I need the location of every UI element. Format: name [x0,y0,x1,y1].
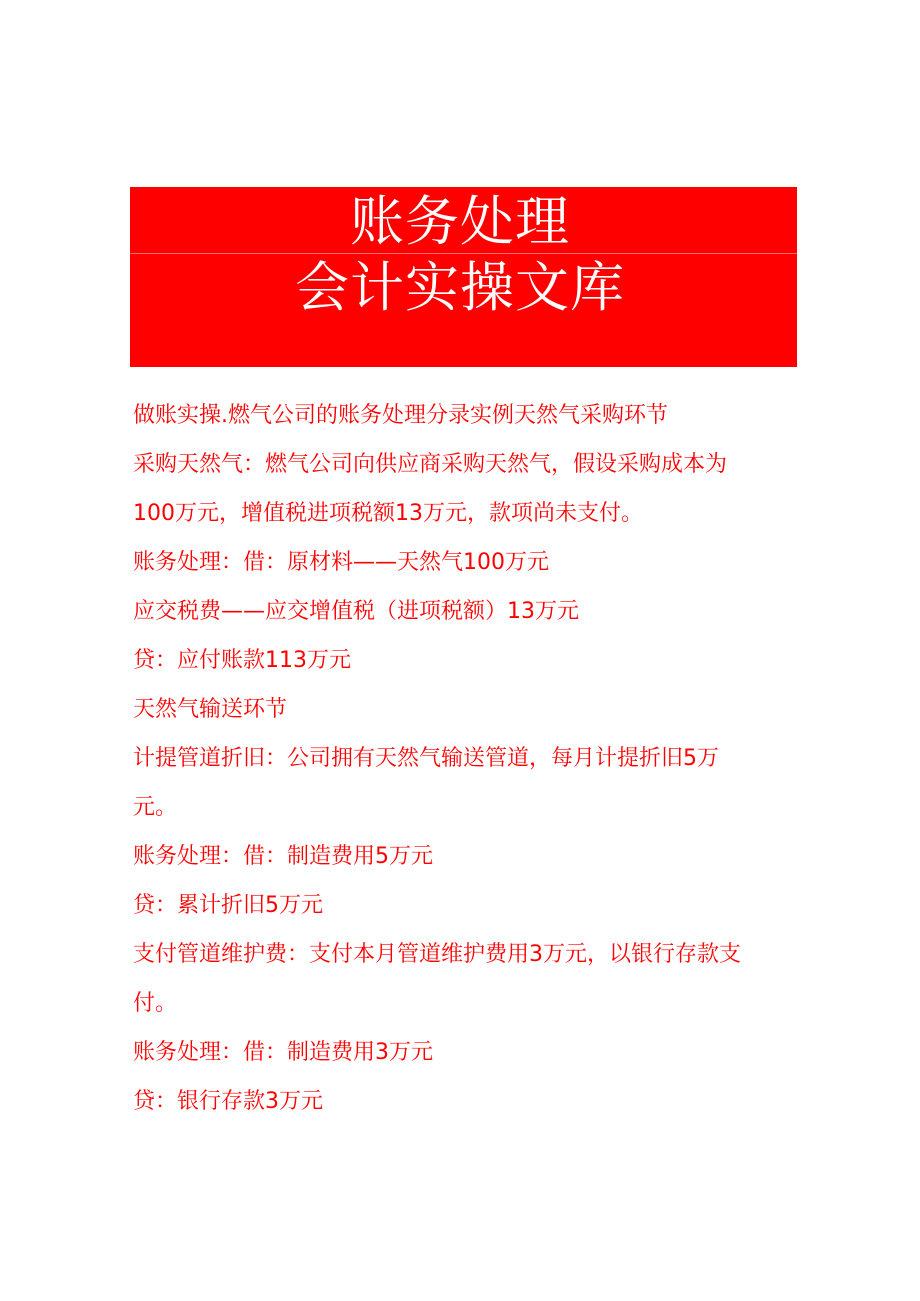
text-line: 账务处理：借：制造费用5万元 [133,844,433,869]
text-line: 做账实操.燃气公司的账务处理分录实例天然气采购环节 [133,403,668,428]
text-line: 应交税费——应交增值税（进项税额）13万元 [133,599,579,624]
banner-title: 账务处理 [350,190,570,253]
text-line: 采购天然气：燃气公司向供应商采购天然气，假设采购成本为 [133,452,728,477]
text-line: 支付管道维护费：支付本月管道维护费用3万元，以银行存款支 [133,942,741,967]
text-line: 贷：应付账款113万元 [133,648,351,673]
text-line: 天然气输送环节 [133,697,288,722]
text-line: 贷：银行存款3万元 [133,1089,323,1114]
document-body [133,391,783,1126]
banner-divider [130,253,797,254]
text-line: 付。 [133,991,178,1016]
text-line: 100万元，增值税进项税额13万元，款项尚未支付。 [133,501,643,526]
text-line: 账务处理：借：制造费用3万元 [133,1040,433,1065]
text-line: 元。 [133,795,178,820]
text-line: 计提管道折旧：公司拥有天然气输送管道，每月计提折旧5万 [133,746,719,771]
banner-subtitle: 会计实操文库 [295,256,625,319]
text-line: 账务处理：借：原材料——天然气100万元 [133,550,549,575]
text-line: 贷：累计折旧5万元 [133,893,323,918]
